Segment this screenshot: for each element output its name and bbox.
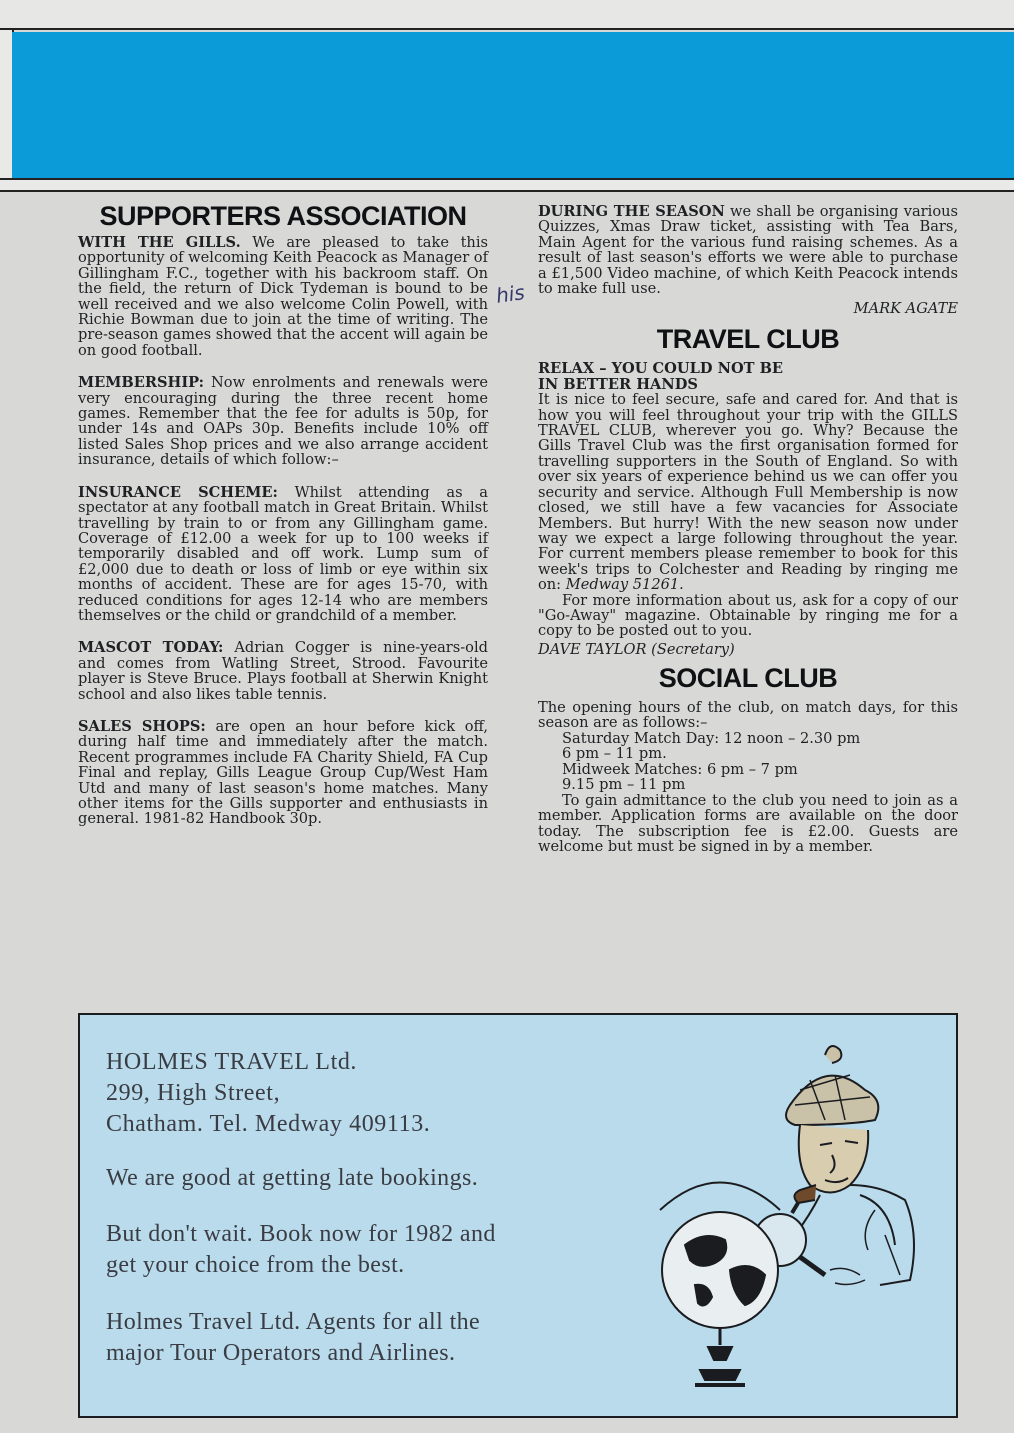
hours-item: 9.15 pm – 11 pm [562, 776, 686, 794]
season-lead: DURING THE SEASON [538, 203, 725, 220]
travel-paragraph-2: For more information about us, ask for a copy of our "Go-Away" magazine. Obtainable by ringing me for a copy to be posted out to you. [538, 591, 958, 640]
social-paragraph: To gain admittance to the club you need to join as a member. Application forms are available on the door today. The subscription fee is £2.00. Guests are welcome but must be signed in by a member. [538, 791, 958, 856]
mascot-paragraph [78, 640, 488, 702]
membership-text: Now enrolments and renewals were very encouraging during the three recent home games. Remember that the fee for adults is 50p, for under 14s and OAPs 30p. Benefits include 10% off listed Sales Shop prices and we also arrange accident insurance, details of which follow:– [78, 374, 488, 469]
advert-line-1: We are good at getting late bookings. [106, 1165, 479, 1191]
travel-subheading-1: RELAX – YOU COULD NOT BE [538, 360, 784, 378]
travel-text: It is nice to feel secure, safe and cared for. And that is how you will feel throughout your trip with the GILLS TRAVEL CLUB, wherever you go. Why? Because the Gills Travel Club was the first organisation formed for travelling supporters in the South of England. So with over six years of experience behind us we can offer you security and service. Although Full Membership is now closed, we still have a few vacancies for Associate Members. But hurry! With the new season now under way we expect a large following throughout the year. For current members please remember to book for this week's trips to Colchester and Reading by ringing me on: [538, 391, 958, 594]
advert-line-2a: But don't wait. Book now for 1982 and [106, 1221, 496, 1247]
travel-subheading-2: IN BETTER HANDS [538, 375, 698, 393]
header-band [12, 32, 1014, 178]
handwritten-note: his [494, 280, 527, 308]
insurance-lead: INSURANCE SCHEME: [78, 483, 278, 501]
travel-heading: TRAVEL CLUB [656, 324, 840, 355]
advert-line-2b: get your choice from the best. [106, 1252, 405, 1278]
intro-lead: WITH THE GILLS. [78, 234, 241, 251]
hours-list [538, 731, 958, 793]
advert-line-3 [106, 1307, 480, 1369]
top-margin [0, 0, 1014, 30]
sales-lead: SALES SHOPS: [78, 717, 206, 735]
sales-text: are open an hour before kick off, during half time and immediately after the match. Recent programmes include FA Charity Shield, FA Cup Final and replay, Gills League Group Cup/West Ham Utd and many of last season's home matches. Many other items for the Gills supporter and enthusiasts in general. 1981-82 Handbook 30p. [78, 717, 488, 828]
intro-paragraph [78, 235, 488, 358]
insurance-text: Whilst attending as a spectator at any football match in Great Britain. Whilst travelling by train to or from any Gillingham game. Coverage of £12.00 a week for up to 100 weeks if temporarily disabled and off work. Lump sum of £2,000 due to death or loss of limb or eye within six months of accident. These are for ages 15-70, with reduced conditions for ages 12-14 who are members themselves or the child or grandchild of a member. [78, 483, 488, 624]
advert-town: Chatham. Tel. Medway 409113. [106, 1111, 431, 1137]
season-text: we shall be organising various Quizzes, Xmas Draw ticket, assisting with Tea Bars, Main Agent for the various fund raising schemes. As a result of last season's efforts we were able to purchase a £1,500 Video machine, of which Keith Peacock intends to make full use. [538, 203, 958, 298]
hours-item: 6 pm – 11 pm. [562, 745, 667, 763]
social-heading: SOCIAL CLUB [658, 662, 838, 693]
advert-line-3b: major Tour Operators and Airlines. [106, 1340, 456, 1366]
membership-lead: MEMBERSHIP: [78, 374, 205, 392]
season-paragraph [538, 204, 958, 296]
advert-company: HOLMES TRAVEL Ltd. [106, 1049, 358, 1075]
hours-item: Midweek Matches: 6 pm – 7 pm [562, 760, 798, 778]
social-intro: The opening hours of the club, on match days, for this season are as follows:– [538, 698, 958, 732]
supporters-column [78, 200, 488, 827]
travel-paragraph [538, 392, 958, 592]
advert-line-2 [106, 1219, 496, 1281]
advert-street: 299, High Street, [106, 1080, 281, 1106]
globe-icon [660, 1183, 780, 1386]
insurance-paragraph [78, 485, 488, 624]
mascot-lead: MASCOT TODAY: [78, 639, 224, 657]
travel-signature: DAVE TAYLOR (Secretary) [538, 640, 735, 658]
holmes-travel-advert [78, 1013, 958, 1418]
travel-phone: Medway 51261. [565, 576, 684, 594]
hours-item: Saturday Match Day: 12 noon – 2.30 pm [562, 729, 861, 747]
right-column [538, 204, 958, 855]
sales-paragraph [78, 719, 488, 827]
detective-globe-illustration [620, 1035, 920, 1405]
mascot-text: Adrian Cogger is nine-years-old and comes from Watling Street, Strood. Favourite player is Steve Bruce. Plays football at Sherwin Knight school and also likes table tennis. [78, 639, 488, 703]
header-rule [0, 178, 1014, 192]
season-signature: MARK AGATE [853, 300, 958, 318]
intro-text: We are pleased to take this opportunity of welcoming Keith Peacock as Manager of Gillingham F.C., together with his backroom staff. On the field, the return of Dick Tydeman is bound to be well received and we also welcome Colin Powell, with Richie Bowman due to join at the time of writing. The pre-season games showed that the accent will again be on good football. [78, 234, 488, 359]
advert-address [106, 1047, 430, 1140]
membership-paragraph [78, 375, 488, 467]
advert-line-3a: Holmes Travel Ltd. Agents for all the [106, 1309, 481, 1335]
supporters-heading: SUPPORTERS ASSOCIATION [99, 201, 467, 231]
